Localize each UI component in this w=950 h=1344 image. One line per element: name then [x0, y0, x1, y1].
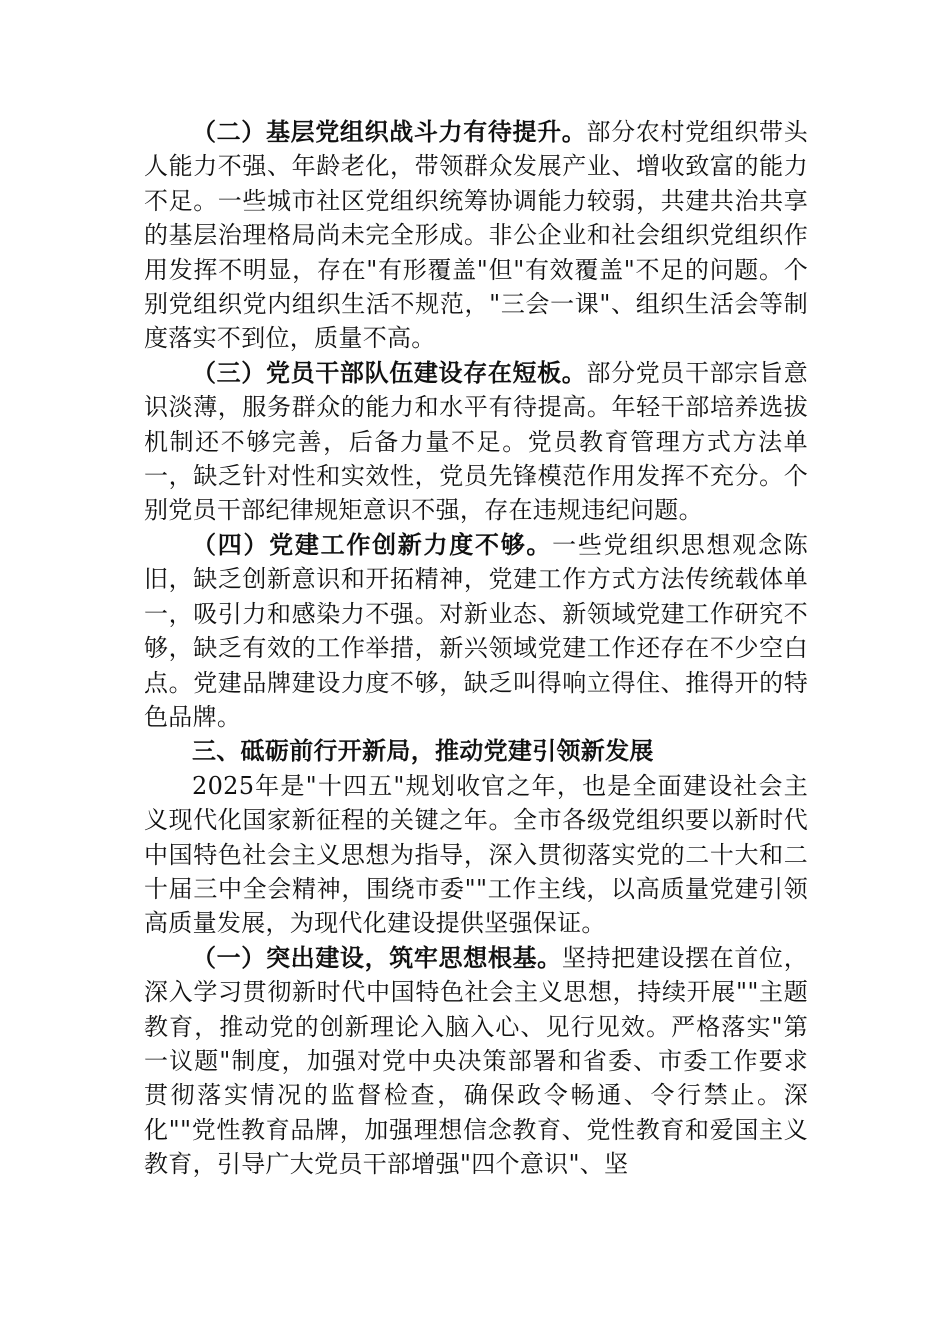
paragraph-text: 一些党组织思想观念陈旧，缺乏创新意识和开拓精神，党建工作方式方法传统载体单一，吸引力和感染力不强。对新业态、新领域党建工作研究不够，缺乏有效的工作举措，新兴领域党建工作还存在不少空白点。党建品牌建设力度不够，缺乏叫得响立得住、推得开的特色品牌。	[144, 530, 809, 731]
section-heading: 三、砥砺前行开新局，推动党建引领新发展	[192, 737, 654, 766]
paragraph-text: 部分农村党组织带头人能力不强、年龄老化，带领群众发展产业、增收致富的能力不足。一些城市社区党组织统筹协调能力较弱，共建共治共享的基层治理格局尚未完全形成。非公企业和社会组织党组织作用发挥不明显，存在"有形覆盖"但"有效覆盖"不足的问题。个别党组织党内组织生活不规范，"三会一课"、组织生活会等制度落实不到位，质量不高。	[144, 118, 808, 353]
paragraph-subsection-1	[144, 941, 808, 1182]
paragraph-section-4	[144, 528, 808, 734]
paragraph-lead: （一）突出建设，筑牢思想根基。	[192, 943, 562, 972]
paragraph-text: 坚持把建设摆在首位，深入学习贯彻新时代中国特色社会主义思想，持续开展""主题教育，推动党的创新理论入脑入心、见行见效。严格落实"第一议题"制度，加强对党中央决策部署和省委、市委工作要求贯彻落实情况的监督检查，确保政令畅通、令行禁止。深化""党性教育品牌，加强理想信念教育、党性教育和爱国主义教育，引导广大党员干部增强"四个意识"、坚	[144, 943, 808, 1179]
paragraph-section-2	[144, 115, 808, 356]
paragraph-section-3	[144, 356, 808, 528]
paragraph-lead: （三）党员干部队伍建设存在短板。	[192, 358, 587, 387]
document-body	[144, 115, 808, 1182]
paragraph-lead: （二）基层党组织战斗力有待提升。	[192, 118, 587, 146]
paragraph-text: 部分党员干部宗旨意识淡薄，服务群众的能力和水平有待提高。年轻干部培养选拔机制还不够完善，后备力量不足。党员教育管理方式方法单一，缺乏针对性和实效性，党员先锋模范作用发挥不充分。个别党员干部纪律规矩意识不强，存在违规违纪问题。	[144, 358, 808, 525]
paragraph-lead: （四）党建工作创新力度不够。	[192, 530, 553, 559]
paragraph-intro: 2025年是"十四五"规划收官之年，也是全面建设社会主义现代化国家新征程的关键之年。全市各级党组织要以新时代中国特色社会主义思想为指导，深入贯彻落实党的二十大和二十届三中全会精神，围绕市委""工作主线，以高质量党建引领高质量发展，为现代化建设提供坚强保证。	[144, 771, 808, 938]
